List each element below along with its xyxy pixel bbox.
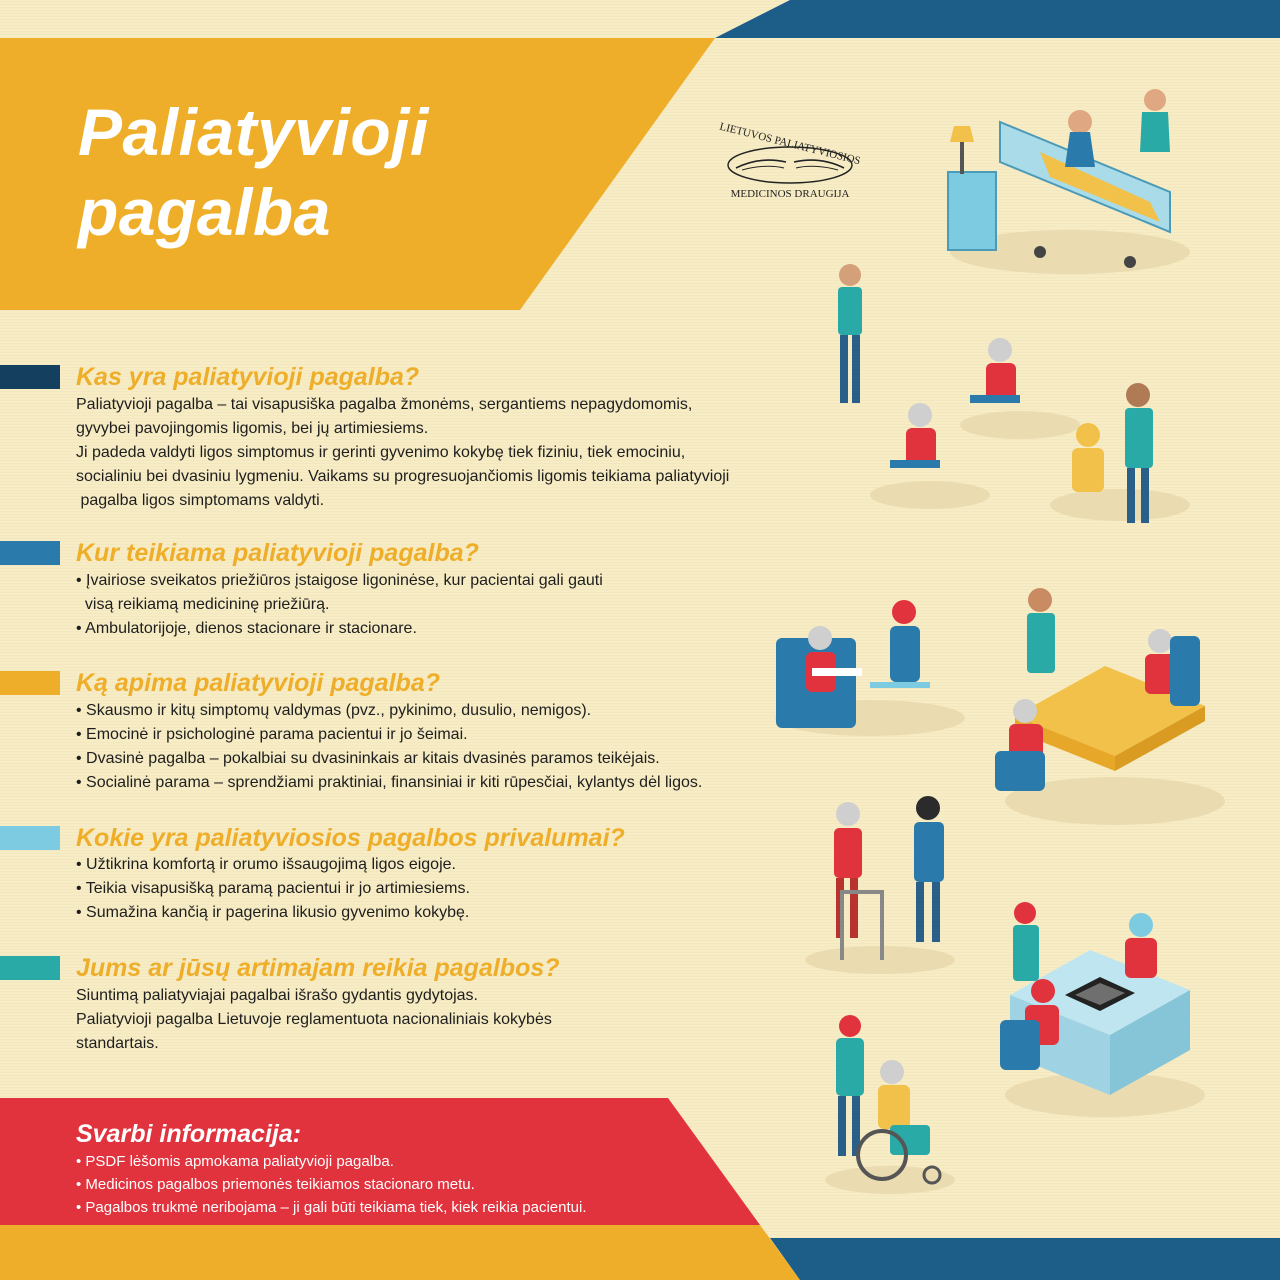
section-body-what-is — [76, 393, 729, 513]
info-line: • PSDF lėšomis apmokama paliatyvioji pagalba. — [76, 1153, 394, 1170]
body-line: • Užtikrina komfortą ir orumo išsaugojimą ligos eigoje. — [76, 856, 456, 873]
bottom-orange-band — [0, 1225, 800, 1280]
section-body-covers — [76, 699, 702, 795]
body-line: socialiniu bei dvasiniu lygmeniu. Vaikams su progresuojančiomis ligomis teikiama paliatyvioji — [76, 468, 730, 485]
section-title-need-help: Jums ar jūsų artimajam reikia pagalbos? — [76, 954, 560, 982]
chess-game-illustration — [995, 895, 1205, 1125]
info-line: • Pagalbos trukmė neribojama – ji gali būti teikiama tiek, kiek reikia pacientui. — [76, 1199, 587, 1216]
dining-pair-illustration — [770, 598, 970, 738]
section-body-benefits — [76, 853, 470, 925]
important-info-body — [76, 1150, 587, 1219]
exercise-group-illustration — [820, 255, 1210, 535]
logo-top-text: LIETUVOS PALIATYVIOSIOS — [718, 120, 862, 168]
body-line: • Sumažina kančią ir pagerina likusio gyvenimo kokybę. — [76, 904, 470, 921]
body-line: • Socialinė parama – sprendžiami praktiniai, finansiniai ir kiti rūpesčiai, kylantys dėl ligos. — [76, 774, 703, 791]
society-logo — [692, 108, 888, 216]
body-line: • Ambulatorijoje, dienos stacionare ir stacionare. — [76, 620, 417, 637]
page-title-line-2: pagalba — [78, 175, 331, 249]
bottom-right-navy-stripe — [770, 1238, 1280, 1280]
body-line: Paliatyvioji pagalba – tai visapusiška pagalba žmonėms, sergantiems nepagydomomis, — [76, 396, 693, 413]
wheelchair-illustration — [820, 1010, 960, 1200]
body-line: gyvybei pavojingomis ligomis, bei jų artimiesiems. — [76, 420, 429, 437]
section-marker-2 — [0, 541, 60, 565]
body-line: • Skausmo ir kitų simptomų valdymas (pvz., pykinimo, dusulio, nemigos). — [76, 702, 592, 719]
body-line: • Dvasinė pagalba – pokalbiai su dvasininkais ar kitais dvasinės paramos teikėjais. — [76, 750, 660, 767]
top-right-navy-stripe — [715, 0, 1280, 38]
walker-assist-illustration — [800, 790, 970, 980]
body-line: Paliatyvioji pagalba Lietuvoje reglamentuota nacionaliniais kokybės — [76, 1011, 552, 1028]
section-marker-4 — [0, 826, 60, 850]
logo-bottom-text: MEDICINOS DRAUGIJA — [730, 188, 850, 200]
hospital-bed-illustration — [930, 82, 1200, 282]
section-title-what-is: Kas yra paliatyvioji pagalba? — [76, 363, 420, 391]
section-title-benefits: Kokie yra paliatyviosios pagalbos privalumai? — [76, 824, 625, 852]
body-line: standartais. — [76, 1035, 159, 1052]
page-title-line-1: Paliatyvioji — [78, 95, 429, 169]
section-marker-5 — [0, 956, 60, 980]
section-title-covers: Ką apima paliatyvioji pagalba? — [76, 669, 441, 697]
body-line: • Įvairiose sveikatos priežiūros įstaigose ligoninėse, kur pacientai gali gauti — [76, 572, 603, 589]
section-marker-1 — [0, 365, 60, 389]
body-line: pagalba ligos simptomams valdyti. — [76, 492, 325, 509]
section-marker-3 — [0, 671, 60, 695]
body-line: • Emocinė ir psichologinė parama pacientui ir jo šeimai. — [76, 726, 468, 743]
body-line: • Teikia visapusišką paramą pacientui ir jo artimiesiems. — [76, 880, 470, 897]
important-info-title: Svarbi informacija: — [76, 1120, 302, 1148]
section-title-where: Kur teikiama paliatyvioji pagalba? — [76, 539, 479, 567]
section-body-need-help — [76, 984, 552, 1056]
section-body-where — [76, 569, 603, 641]
dining-table-illustration — [995, 576, 1225, 836]
body-line: Siuntimą paliatyviajai pagalbai išrašo gydantis gydytojas. — [76, 987, 478, 1004]
body-line: visą reikiamą medicininę priežiūrą. — [76, 596, 330, 613]
info-line: • Medicinos pagalbos priemonės teikiamos stacionaro metu. — [76, 1176, 475, 1193]
body-line: Ji padeda valdyti ligos simptomus ir gerinti gyvenimo kokybę tiek fiziniu, tiek emociniu, — [76, 444, 686, 461]
